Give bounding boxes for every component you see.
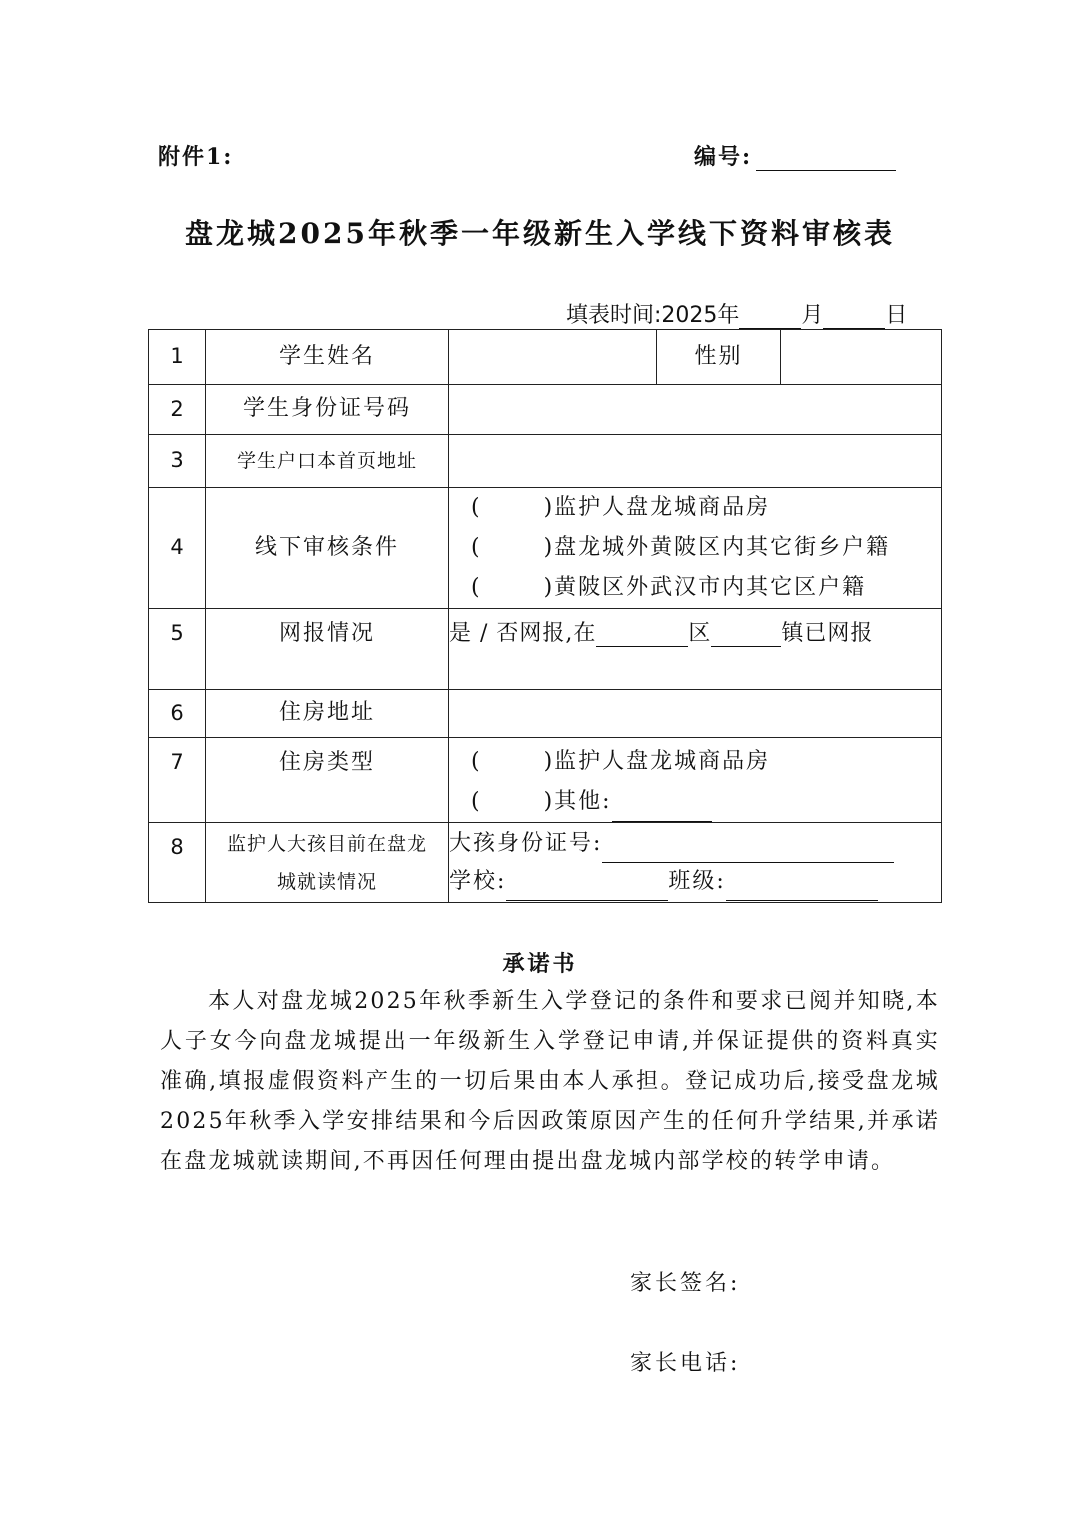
row-number: 2: [149, 385, 206, 435]
student-name-field[interactable]: [449, 330, 657, 385]
student-id-field[interactable]: [449, 385, 942, 435]
town-blank[interactable]: [711, 626, 781, 647]
condition-option[interactable]: ( )黄陂区外武汉市内其它区户籍: [471, 575, 867, 600]
school-label: 学校:: [449, 868, 507, 894]
fill-date-month-label: 月: [801, 303, 824, 328]
online-registration-field[interactable]: 是 / 否网报,在 区 镇已网报: [449, 609, 942, 690]
table-row: [149, 435, 942, 488]
condition-option[interactable]: ( )监护人盘龙城商品房: [471, 495, 771, 520]
student-name-label: 学生姓名: [206, 330, 449, 385]
other-type-blank[interactable]: [612, 801, 712, 822]
household-address-field[interactable]: [449, 435, 942, 488]
elder-child-id-label: 大孩身份证号:: [449, 830, 603, 856]
form-number: [694, 140, 896, 171]
parent-phone-label: 家长电话:: [630, 1351, 741, 1376]
row-number: 4: [149, 488, 206, 609]
district-blank[interactable]: [596, 626, 688, 647]
review-form-table: [148, 329, 942, 903]
gender-field[interactable]: [781, 330, 942, 385]
housing-address-label: 住房地址: [206, 690, 449, 738]
student-id-label: 学生身份证号码: [206, 385, 449, 435]
class-label: 班级:: [668, 868, 726, 894]
class-blank[interactable]: [726, 880, 878, 901]
fill-date-day-label: 日: [885, 303, 908, 328]
online-registration-label: 网报情况: [206, 609, 449, 690]
housing-type-option[interactable]: ( )其他:: [449, 782, 941, 822]
table-row: [149, 738, 942, 823]
form-number-label: 编号:: [694, 144, 753, 170]
housing-type-options: [449, 738, 942, 823]
page-title: 盘龙城2025年秋季一年级新生入学线下资料审核表: [185, 217, 895, 250]
condition-option[interactable]: ( )盘龙城外黄陂区内其它街乡户籍: [471, 535, 891, 560]
elder-child-id-blank[interactable]: [602, 842, 894, 863]
fill-date-day-blank[interactable]: [823, 308, 885, 329]
table-row: [149, 330, 942, 385]
school-blank[interactable]: [506, 880, 668, 901]
table-row: [149, 690, 942, 738]
table-row: [149, 609, 942, 690]
row-number: 8: [149, 823, 206, 903]
pledge-body: 本人对盘龙城2025年秋季新生入学登记的条件和要求已阅并知晓,本人子女今向盘龙城提出一年级新生入学登记申请,并保证提供的资料真实准确,填报虚假资料产生的一切后果由本人承担。登记成功后,接受盘龙城2025年秋季入学安排结果和今后因政策原因产生的任何升学结果,并承诺在盘龙城就读期间,不再因任何理由提出盘龙城内部学校的转学申请。: [160, 989, 940, 1174]
pledge-title: 承诺书: [502, 951, 578, 977]
housing-type-option[interactable]: ( )监护人盘龙城商品房: [471, 749, 771, 774]
row-number: 7: [149, 738, 206, 823]
annex-label: 附件1:: [158, 144, 234, 170]
table-row: [149, 385, 942, 435]
gender-label: 性别: [657, 330, 781, 385]
table-row: [149, 823, 942, 903]
fill-date-month-blank[interactable]: [739, 308, 801, 329]
row-number: 5: [149, 609, 206, 690]
housing-address-field[interactable]: [449, 690, 942, 738]
elder-child-label: 监护人大孩目前在盘龙 城就读情况: [206, 823, 449, 903]
row-number: 6: [149, 690, 206, 738]
household-address-label: 学生户口本首页地址: [206, 435, 449, 488]
housing-type-label: 住房类型: [206, 738, 449, 823]
parent-signature-label: 家长签名:: [630, 1271, 741, 1296]
review-condition-options: [449, 488, 942, 609]
form-number-blank[interactable]: [756, 148, 896, 171]
row-number: 3: [149, 435, 206, 488]
fill-date: [566, 298, 907, 329]
review-condition-label: 线下审核条件: [206, 488, 449, 609]
fill-date-prefix: 填表时间:2025年: [566, 303, 740, 328]
row-number: 1: [149, 330, 206, 385]
elder-child-field: [449, 823, 942, 903]
table-row: [149, 488, 942, 609]
